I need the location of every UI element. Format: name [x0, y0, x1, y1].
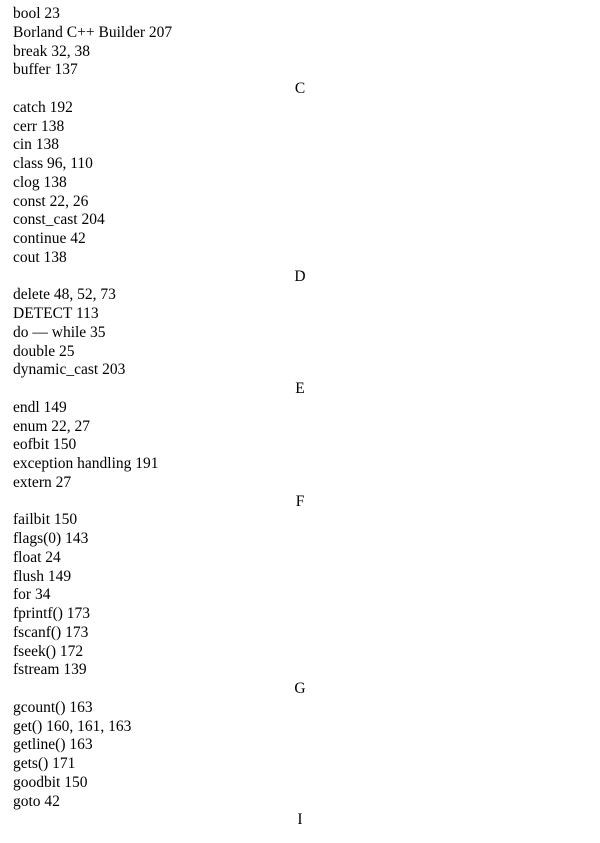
index-entry: double 25 — [13, 342, 75, 360]
index-entry: gcount() 163 — [13, 698, 93, 716]
index-entry: buffer 137 — [13, 61, 78, 79]
index-section-letter: F — [295, 492, 305, 510]
index-entry: extern 27 — [13, 473, 72, 491]
index-entry: const 22, 26 — [13, 192, 89, 210]
index-entry: gets() 171 — [13, 755, 76, 772]
index-entry: for 34 — [13, 586, 51, 604]
index-entry: const_cast 204 — [13, 211, 105, 229]
index-entry: flush 149 — [13, 567, 72, 585]
index-section-letter: C — [294, 80, 306, 97]
index-entry: failbit 150 — [13, 511, 78, 529]
index-entry: cerr 138 — [13, 117, 65, 135]
index-entry: clog 138 — [13, 173, 67, 191]
index-entry: goto 42 — [13, 792, 60, 810]
index-entry: DETECT 113 — [13, 305, 99, 322]
index-entry: catch 192 — [13, 98, 73, 116]
index-section-letter: D — [294, 267, 306, 285]
index-entry: fseek() 172 — [13, 642, 84, 660]
index-entry: get() 160, 161, 163 — [13, 717, 132, 735]
index-entry: bool 23 — [13, 5, 60, 22]
index-entry: continue 42 — [13, 230, 86, 247]
index-entry: eofbit 150 — [13, 436, 77, 454]
index-entry: cout 138 — [13, 248, 67, 266]
index-entry: float 24 — [13, 548, 61, 566]
index-section-letter: G — [294, 680, 306, 697]
index-entry: enum 22, 27 — [13, 417, 91, 435]
index-entry: goodbit 150 — [13, 773, 88, 791]
index-entry: break 32, 38 — [13, 42, 91, 60]
index-entry: Borland C++ Builder 207 — [13, 23, 173, 41]
index-entry: getline() 163 — [13, 736, 93, 754]
index-entry: fstream 139 — [13, 661, 87, 679]
index-entry: dynamic_cast 203 — [13, 361, 126, 379]
index-section-letter: I — [297, 811, 303, 829]
index-entry: fprintf() 173 — [13, 605, 91, 622]
index-entry: delete 48, 52, 73 — [13, 286, 116, 304]
index-section-letter: E — [295, 380, 305, 397]
index-entry: class 96, 110 — [13, 155, 93, 172]
index-entry: do — while 35 — [13, 323, 106, 341]
index-entry: endl 149 — [13, 398, 67, 416]
index-entry: cin 138 — [13, 136, 60, 154]
index-entry: exception handling 191 — [13, 455, 159, 472]
index-entry: flags(0) 143 — [13, 530, 89, 547]
index-entry: fscanf() 173 — [13, 623, 89, 641]
index-list — [0, 5, 600, 830]
